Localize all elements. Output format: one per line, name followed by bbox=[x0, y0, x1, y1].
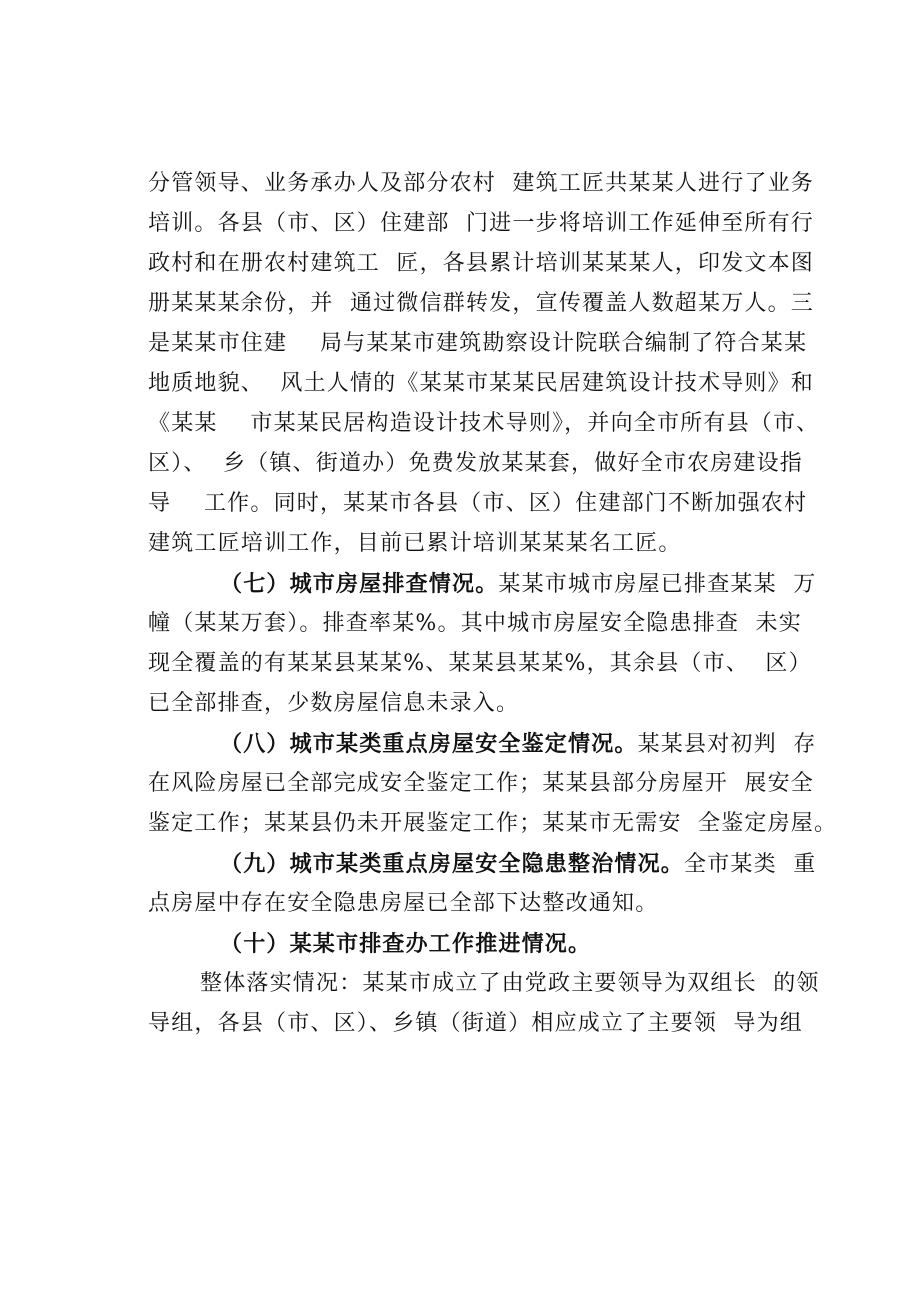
text-line: 区）、 乡（镇、街道办）免费发放某某套，做好全市农房建设指 bbox=[148, 451, 803, 476]
section-8-text: 某某县对初判 存 bbox=[637, 732, 817, 757]
section-7-heading: （七）城市房屋排查情况。 bbox=[220, 571, 499, 597]
text-line: 幢（某某万套）。排查率某%。其中城市房屋安全隐患排查 未实 bbox=[148, 611, 802, 636]
text-line: 政村和在册农村建筑工 匠，各县累计培训某某某人，印发文本图 bbox=[148, 251, 814, 276]
text-line: 已全部排查，少数房屋信息未录入。 bbox=[148, 691, 520, 716]
section-9-heading: （九）城市某类重点房屋安全隐患整治情况。 bbox=[220, 851, 685, 877]
text-line: 现全覆盖的有某某县某某%、某某县某某%，其余县（市、 区） bbox=[148, 651, 812, 676]
text-line: 导 工作。同时，某某市各县（市、区）住建部门不断加强农村 bbox=[148, 491, 808, 516]
section-9-text: 全市某类 重 bbox=[684, 852, 817, 877]
text-line: 册某某某余份，并 通过微信群转发，宣传覆盖人数超某万人。三 bbox=[148, 291, 814, 316]
text-line: 在风险房屋已全部完成安全鉴定工作；某某县部分房屋开 展安全 bbox=[148, 771, 814, 796]
text-line: 分管领导、业务承办人及部分农村 建筑工匠共某某人进行了业务 bbox=[148, 171, 814, 196]
section-10-heading: （十）某某市排查办工作推进情况。 bbox=[220, 931, 592, 957]
text-line: 培训。各县（市、区）住建部 门进一步将培训工作延伸至所有行 bbox=[148, 211, 814, 236]
text-line: 是某某市住建 局与某某市建筑勘察设计院联合编制了符合某某 bbox=[148, 331, 808, 356]
document-body bbox=[148, 164, 838, 1044]
text-line: 点房屋中存在安全隐患房屋已全部下达整改通知。 bbox=[148, 891, 659, 916]
section-7-text: 某某市城市房屋已排查某某 万 bbox=[498, 572, 817, 597]
overall-first-line: 整体落实情况：某某市成立了由党政主要领导为双组长 的领 bbox=[200, 971, 820, 996]
section-8-heading: （八）城市某类重点房屋安全鉴定情况。 bbox=[220, 731, 638, 757]
text-line: 鉴定工作；某某县仍未开展鉴定工作；某某市无需安 全鉴定房屋。 bbox=[148, 811, 838, 836]
text-line: 地质地貌、 风土人情的《某某市某某民居建筑设计技术导则》和 bbox=[148, 371, 814, 396]
section-8-first-line bbox=[148, 724, 818, 764]
text-line: 导组，各县（市、区）、乡镇（街道）相应成立了主要领 导为组 bbox=[148, 1011, 803, 1036]
section-9-first-line bbox=[148, 844, 818, 884]
text-line: 建筑工匠培训工作，目前已累计培训某某某名工匠。 bbox=[148, 531, 682, 556]
section-7-first-line bbox=[148, 564, 818, 604]
text-line: 《某某 市某某民居构造设计技术导则》，并向全市所有县（市、 bbox=[148, 411, 820, 436]
section-10-first-line bbox=[148, 924, 818, 964]
